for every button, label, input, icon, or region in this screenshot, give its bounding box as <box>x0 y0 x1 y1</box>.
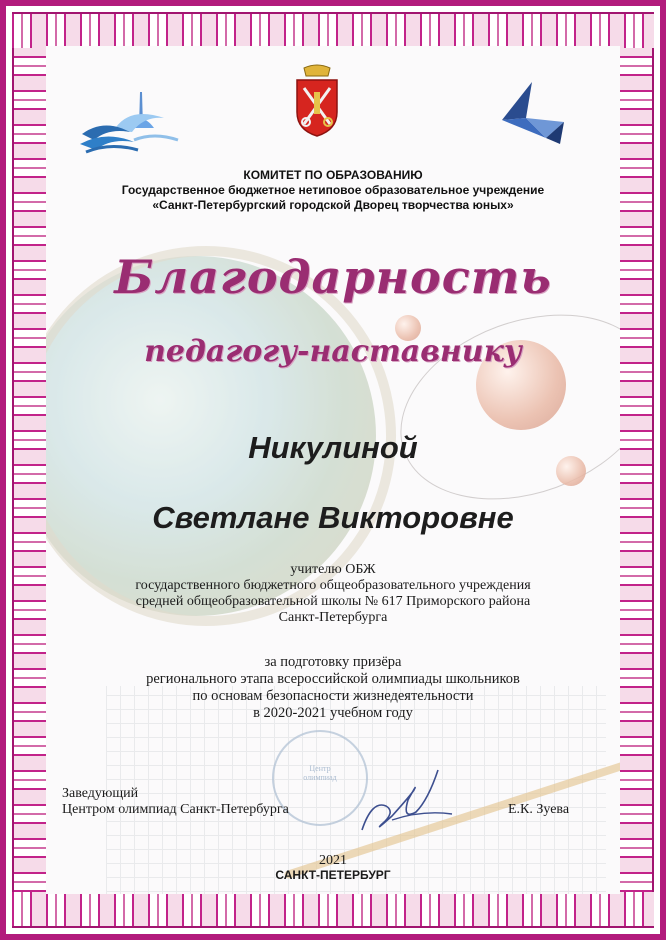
position-line: Санкт-Петербурга <box>278 610 388 625</box>
award-reason <box>80 654 586 722</box>
ornament-border-right <box>616 48 654 892</box>
reason-line: в 2020-2021 учебном году <box>253 705 413 721</box>
ornament-border-bottom <box>12 890 654 928</box>
ornament-border-left <box>12 48 50 892</box>
institution-type: Государственное бюджетное нетиповое образовательное учреждение <box>121 183 545 197</box>
certificate-title: Благодарность <box>114 250 552 304</box>
recipient-name: Светлане Викторовне <box>152 500 514 535</box>
institution-name: «Санкт-Петербургский городской Дворец творчества юных» <box>152 198 514 212</box>
position-line: средней общеобразовательной школы № 617 Приморского района <box>135 594 531 609</box>
position-line: государственного бюджетного общеобразовательного учреждения <box>135 578 531 593</box>
olympiad-center-logo-icon <box>496 78 568 158</box>
reason-line: за подготовку призёра <box>264 654 402 670</box>
ornament-border-top <box>12 12 654 50</box>
recipient-position <box>80 562 586 626</box>
palace-logo-icon <box>74 88 184 160</box>
reason-line: по основам безопасности жизнедеятельности <box>192 688 474 704</box>
spb-coat-of-arms-icon <box>294 62 340 138</box>
committee-name: КОМИТЕТ ПО ОБРАЗОВАНИЮ <box>243 168 423 182</box>
signatory-organization: Центром олимпиад Санкт-Петербурга <box>62 802 289 817</box>
position-line: учителю ОБЖ <box>290 562 376 577</box>
official-stamp: Центр олимпиад <box>272 730 368 826</box>
reason-line: регионального этапа всероссийской олимпиады школьников <box>146 671 520 687</box>
signatory-role: Заведующий <box>62 786 139 801</box>
issue-year: 2021 <box>319 853 347 868</box>
recipient-surname: Никулиной <box>248 430 418 465</box>
issue-city: САНКТ-ПЕТЕРБУРГ <box>275 868 391 882</box>
signatory-name: Е.К. Зуева <box>508 802 570 817</box>
certificate-subtitle: педагогу-наставнику <box>144 334 522 369</box>
issuer-block <box>80 168 586 213</box>
handwritten-signature <box>352 760 462 840</box>
